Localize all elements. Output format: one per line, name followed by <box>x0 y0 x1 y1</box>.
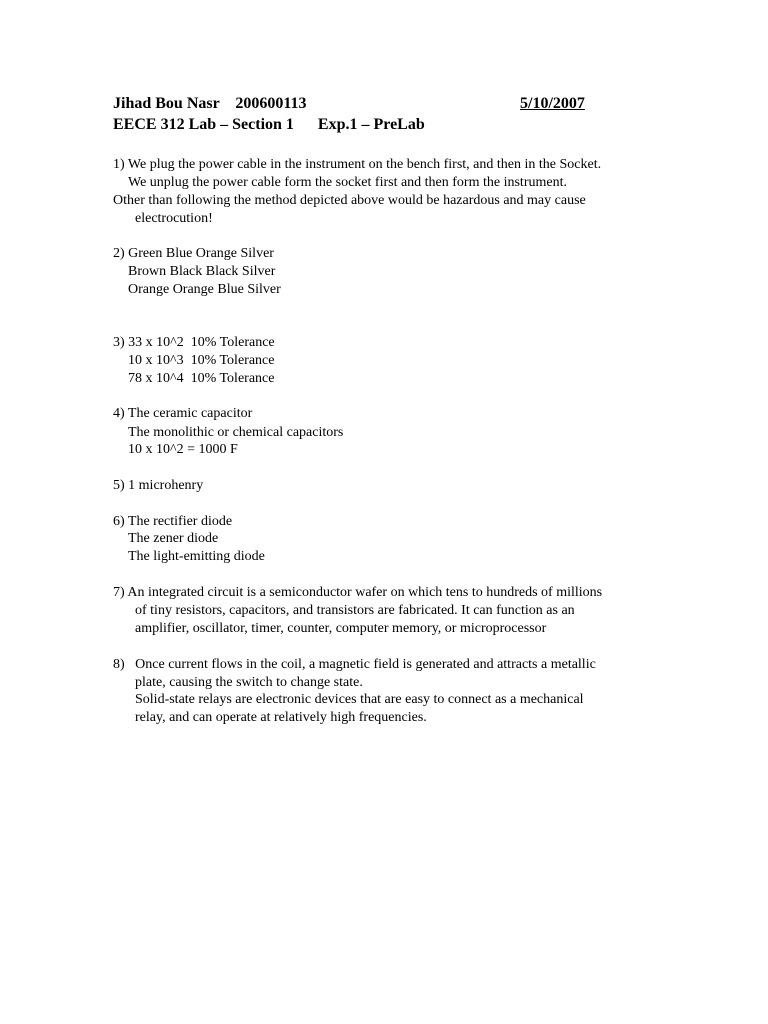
answer-2-line-1: 2) Green Blue Orange Silver <box>113 246 274 261</box>
answer-1-line-2: We unplug the power cable form the socket first and then form the instrument. <box>128 175 567 190</box>
experiment-title: Exp.1 – PreLab <box>317 116 425 133</box>
answer-3-line-1: 3) 33 x 10^2 10% Tolerance <box>113 335 275 350</box>
answer-1-line-3: Other than following the method depicted above would be hazardous and may cause <box>113 193 586 208</box>
header-date: 5/10/2007 <box>520 95 585 112</box>
course-title: EECE 312 Lab – Section 1 <box>113 116 294 133</box>
answer-2-line-3: Orange Orange Blue Silver <box>128 282 281 297</box>
answer-2-line-2: Brown Black Black Silver <box>128 264 276 279</box>
answer-6-line-1: 6) The rectifier diode <box>113 514 233 529</box>
answer-1-line-4: electrocution! <box>135 211 213 226</box>
answer-5-line-1: 5) 1 microhenry <box>113 478 204 493</box>
answer-7-line-2: of tiny resistors, capacitors, and transistors are fabricated. It can function as an <box>135 603 575 618</box>
header-name-id <box>113 94 307 114</box>
student-id: 200600113 <box>235 95 307 112</box>
answer-1-line-1: 1) We plug the power cable in the instrument on the bench first, and then in the Socket. <box>113 157 602 172</box>
answer-3-line-2: 10 x 10^3 10% Tolerance <box>128 353 275 368</box>
answer-6-line-2: The zener diode <box>128 531 219 546</box>
answer-4-line-2: The monolithic or chemical capacitors <box>128 425 344 440</box>
header-course-line <box>113 115 425 135</box>
answer-4-line-3: 10 x 10^2 = 1000 F <box>128 442 238 457</box>
student-name: Jihad Bou Nasr <box>113 95 220 112</box>
answer-8-line-1: 8) Once current flows in the coil, a magnetic field is generated and attracts a metallic <box>113 657 596 672</box>
answer-7-line-1: 7) An integrated circuit is a semiconductor wafer on which tens to hundreds of millions <box>113 585 603 600</box>
answer-3-line-3: 78 x 10^4 10% Tolerance <box>128 371 275 386</box>
answer-6-line-3: The light-emitting diode <box>128 549 265 564</box>
answer-8-line-4: relay, and can operate at relatively high frequencies. <box>135 710 427 725</box>
answer-8-line-3: Solid-state relays are electronic devices that are easy to connect as a mechanical <box>135 692 584 707</box>
answer-4-line-1: 4) The ceramic capacitor <box>113 406 253 421</box>
answer-7-line-3: amplifier, oscillator, timer, counter, computer memory, or microprocessor <box>135 621 547 636</box>
answer-8-line-2: plate, causing the switch to change state. <box>135 675 363 690</box>
